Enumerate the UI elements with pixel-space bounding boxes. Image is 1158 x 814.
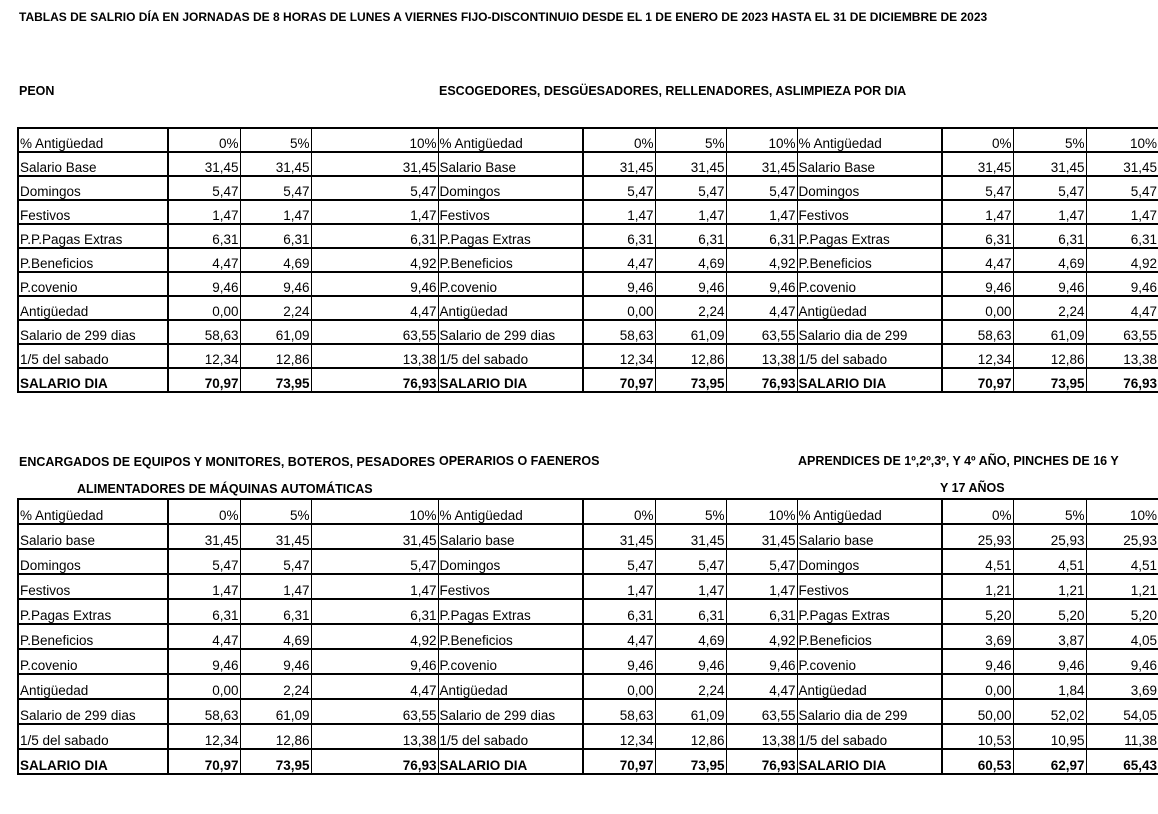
table-row (18, 320, 1158, 344)
value-cell: 4,51 (942, 549, 1013, 574)
value-cell: 13,38 (1086, 344, 1158, 368)
value-cell: 12,34 (583, 724, 655, 749)
table-row (18, 699, 1158, 724)
table-row (18, 152, 1158, 176)
row-label-cell: P.Beneficios (438, 624, 583, 649)
value-cell: 4,47 (1086, 296, 1158, 320)
value-cell: 12,34 (168, 344, 240, 368)
value-cell: 31,45 (1013, 152, 1086, 176)
value-cell: 2,24 (240, 296, 311, 320)
value-cell: 31,45 (583, 152, 655, 176)
value-cell: 0,00 (583, 296, 655, 320)
row-label-cell: Antigüedad (438, 296, 583, 320)
value-cell: 58,63 (583, 320, 655, 344)
value-cell: 0,00 (583, 674, 655, 699)
value-cell: 6,31 (168, 224, 240, 248)
value-cell: 9,46 (1086, 649, 1158, 674)
value-cell: 0% (583, 499, 655, 524)
value-cell: 5% (240, 128, 311, 152)
value-cell: 5,47 (583, 176, 655, 200)
row-label-cell: P.Beneficios (18, 248, 168, 272)
value-cell: 1,47 (942, 200, 1013, 224)
value-cell: 10% (726, 499, 797, 524)
value-cell: 9,46 (240, 272, 311, 296)
row-label-cell: Domingos (438, 549, 583, 574)
value-cell: 10% (311, 499, 438, 524)
row-label-cell: 1/5 del sabado (438, 724, 583, 749)
row-label-cell: % Antigüedad (438, 499, 583, 524)
row-label-cell: Salario dia de 299 (797, 320, 942, 344)
value-cell: 31,45 (726, 152, 797, 176)
value-cell: 3,87 (1013, 624, 1086, 649)
value-cell: 5,47 (168, 549, 240, 574)
value-cell: 0,00 (168, 296, 240, 320)
value-cell: 1,47 (311, 200, 438, 224)
value-cell: 4,05 (1086, 624, 1158, 649)
row-label-cell: Antigüedad (797, 674, 942, 699)
value-cell: 63,55 (726, 320, 797, 344)
value-cell: 2,24 (655, 674, 726, 699)
value-cell: 1,47 (583, 574, 655, 599)
value-cell: 5% (1013, 499, 1086, 524)
value-cell: 10% (311, 128, 438, 152)
value-cell: 5,47 (1013, 176, 1086, 200)
value-cell: 31,45 (240, 524, 311, 549)
top-salary-table (17, 127, 1158, 393)
value-cell: 5,47 (240, 176, 311, 200)
table-row (18, 599, 1158, 624)
value-cell: 31,45 (311, 152, 438, 176)
table-row (18, 749, 1158, 774)
value-cell: 1,47 (168, 574, 240, 599)
value-cell: 31,45 (1086, 152, 1158, 176)
value-cell: 1,47 (726, 200, 797, 224)
value-cell: 9,46 (240, 649, 311, 674)
table-row (18, 128, 1158, 152)
value-cell: 61,09 (655, 699, 726, 724)
value-cell: 0% (583, 128, 655, 152)
value-cell: 76,93 (726, 368, 797, 392)
value-cell: 70,97 (583, 749, 655, 774)
value-cell: 65,43 (1086, 749, 1158, 774)
value-cell: 60,53 (942, 749, 1013, 774)
value-cell: 70,97 (168, 749, 240, 774)
value-cell: 5,47 (726, 176, 797, 200)
value-cell: 9,46 (583, 649, 655, 674)
heading-escogedores: ESCOGEDORES, DESGÜESADORES, RELLENADORES, ASLIMPIEZA POR DIA (439, 84, 907, 98)
value-cell: 9,46 (655, 649, 726, 674)
value-cell: 4,92 (311, 624, 438, 649)
value-cell: 6,31 (1086, 224, 1158, 248)
value-cell: 4,69 (655, 248, 726, 272)
value-cell: 76,93 (1086, 368, 1158, 392)
value-cell: 10,95 (1013, 724, 1086, 749)
table-row (18, 248, 1158, 272)
value-cell: 4,92 (311, 248, 438, 272)
row-label-cell: Antigüedad (18, 296, 168, 320)
value-cell: 13,38 (311, 724, 438, 749)
value-cell: 10% (1129, 136, 1157, 151)
value-cell: 73,95 (240, 749, 311, 774)
row-label-cell: 1/5 del sabado (797, 344, 942, 368)
value-cell: 9,46 (726, 272, 797, 296)
value-cell: 4,92 (726, 624, 797, 649)
value-cell: 6,31 (583, 599, 655, 624)
row-label-cell: Salario de 299 dias (18, 320, 168, 344)
row-label-cell: Salario base (438, 524, 583, 549)
row-label-cell: % Antigüedad (797, 499, 942, 524)
value-cell: 6,31 (311, 224, 438, 248)
value-cell: 0% (168, 128, 240, 152)
table-row (18, 176, 1158, 200)
table-row (18, 649, 1158, 674)
value-cell: 5,47 (240, 549, 311, 574)
row-label-cell: Festivos (797, 200, 942, 224)
value-cell: 73,95 (240, 368, 311, 392)
value-cell: 4,47 (311, 674, 438, 699)
value-cell: 10% (726, 128, 797, 152)
value-cell: 5,20 (942, 599, 1013, 624)
row-label-cell: P.Pagas Extras (438, 224, 583, 248)
value-cell: 58,63 (168, 699, 240, 724)
value-cell: 63,55 (1086, 320, 1158, 344)
value-cell: 1,21 (1086, 574, 1158, 599)
value-cell: 9,46 (311, 272, 438, 296)
value-cell: 1,47 (240, 574, 311, 599)
row-label-cell: Antigüedad (797, 296, 942, 320)
row-label-cell: SALARIO DIA (438, 749, 583, 774)
value-cell: 61,09 (240, 699, 311, 724)
row-label-cell: Festivos (18, 200, 168, 224)
row-label-cell: % Antigüedad (18, 499, 168, 524)
row-label-cell: Domingos (797, 549, 942, 574)
value-cell: 0,00 (942, 296, 1013, 320)
value-cell: 31,45 (168, 152, 240, 176)
value-cell: 12,86 (1013, 344, 1086, 368)
value-cell: 9,46 (942, 649, 1013, 674)
value-cell: 1,21 (1013, 574, 1086, 599)
row-label-cell: Salario de 299 dias (438, 320, 583, 344)
row-label-cell: SALARIO DIA (438, 368, 583, 392)
value-cell: 1,21 (942, 574, 1013, 599)
value-cell: 1,47 (1013, 200, 1086, 224)
value-cell: 70,97 (942, 368, 1013, 392)
value-cell: 12,86 (240, 344, 311, 368)
value-cell: 9,46 (726, 649, 797, 674)
row-label-cell: % Antigüedad (797, 128, 942, 152)
heading-peon: PEON (19, 84, 55, 98)
value-cell: 0,00 (942, 674, 1013, 699)
value-cell: 31,45 (655, 524, 726, 549)
value-cell: 6,31 (168, 599, 240, 624)
value-cell: 4,47 (726, 674, 797, 699)
value-cell: 61,09 (1013, 320, 1086, 344)
value-cell: 12,86 (655, 724, 726, 749)
value-cell: 1,47 (240, 200, 311, 224)
value-cell: 31,45 (583, 524, 655, 549)
row-label-cell: Salario Base (18, 152, 168, 176)
value-cell: 1,47 (1086, 200, 1158, 224)
value-cell: 6,31 (942, 224, 1013, 248)
row-label-cell: Salario dia de 299 (797, 699, 942, 724)
row-label-cell: Domingos (18, 549, 168, 574)
value-cell: 31,45 (942, 152, 1013, 176)
value-cell: 63,55 (726, 699, 797, 724)
table-row (18, 524, 1158, 549)
value-cell: 4,92 (1086, 248, 1158, 272)
value-cell: 5,20 (1086, 599, 1158, 624)
row-label-cell: SALARIO DIA (18, 749, 168, 774)
value-cell: 12,34 (583, 344, 655, 368)
row-label-cell: % Antigüedad (18, 128, 168, 152)
heading-encargados: ENCARGADOS DE EQUIPOS Y MONITORES, BOTEROS, PESADORES (19, 455, 436, 469)
value-cell: 4,47 (311, 296, 438, 320)
value-cell: 9,46 (311, 649, 438, 674)
value-cell: 1,47 (168, 200, 240, 224)
value-cell: 4,69 (655, 624, 726, 649)
value-cell: 6,31 (240, 224, 311, 248)
table-row (18, 549, 1158, 574)
row-label-cell: 1/5 del sabado (797, 724, 942, 749)
row-label-cell: Antigüedad (18, 674, 168, 699)
value-cell: 58,63 (583, 699, 655, 724)
value-cell: 0,00 (168, 674, 240, 699)
row-label-cell: Domingos (797, 176, 942, 200)
value-cell: 6,31 (655, 599, 726, 624)
value-cell: 9,46 (655, 272, 726, 296)
value-cell: 6,31 (311, 599, 438, 624)
table-row (18, 296, 1158, 320)
value-cell: 63,55 (311, 320, 438, 344)
value-cell: 4,69 (240, 624, 311, 649)
table-row (18, 272, 1158, 296)
row-label-cell: % Antigüedad (438, 128, 583, 152)
value-cell: 5% (1013, 128, 1086, 152)
value-cell: 76,93 (726, 749, 797, 774)
row-label-cell: P.Pagas Extras (438, 599, 583, 624)
row-label-cell: SALARIO DIA (797, 749, 942, 774)
value-cell: 0% (942, 128, 1013, 152)
value-cell: 1,47 (311, 574, 438, 599)
row-label-cell: SALARIO DIA (18, 368, 168, 392)
value-cell: 1,47 (655, 574, 726, 599)
row-label-cell: P.Beneficios (797, 248, 942, 272)
value-cell: 31,45 (240, 152, 311, 176)
value-cell: 50,00 (942, 699, 1013, 724)
value-cell: 9,46 (1013, 649, 1086, 674)
row-label-cell: Domingos (438, 176, 583, 200)
value-cell: 5% (655, 499, 726, 524)
value-cell: 76,93 (311, 368, 438, 392)
row-label-cell: SALARIO DIA (797, 368, 942, 392)
value-cell: 9,46 (583, 272, 655, 296)
value-cell: 2,24 (1013, 296, 1086, 320)
value-cell: 61,09 (655, 320, 726, 344)
value-cell: 58,63 (942, 320, 1013, 344)
value-cell: 1,47 (583, 200, 655, 224)
bottom-salary-table (17, 498, 1158, 775)
value-cell: 0% (168, 499, 240, 524)
value-cell: 3,69 (1086, 674, 1158, 699)
value-cell: 6,31 (583, 224, 655, 248)
row-label-cell: P.covenio (18, 649, 168, 674)
value-cell: 13,38 (726, 724, 797, 749)
value-cell: 6,31 (726, 224, 797, 248)
value-cell: 54,05 (1086, 699, 1158, 724)
value-cell: 12,86 (655, 344, 726, 368)
value-cell: 5,47 (583, 549, 655, 574)
value-cell: 11,38 (1086, 724, 1158, 749)
row-label-cell: P.covenio (438, 649, 583, 674)
row-label-cell: P.covenio (18, 272, 168, 296)
row-label-cell: Salario de 299 dias (18, 699, 168, 724)
table-row (18, 200, 1158, 224)
value-cell: 4,69 (240, 248, 311, 272)
table-row (18, 344, 1158, 368)
row-label-cell: Domingos (18, 176, 168, 200)
value-cell: 5,47 (1086, 176, 1158, 200)
value-cell: 61,09 (240, 320, 311, 344)
value-cell: 4,47 (942, 248, 1013, 272)
value-cell: 4,47 (583, 248, 655, 272)
row-label-cell: Salario de 299 dias (438, 699, 583, 724)
value-cell: 5,20 (1013, 599, 1086, 624)
value-cell: 10,53 (942, 724, 1013, 749)
heading-alimentadores: ALIMENTADORES DE MÁQUINAS AUTOMÁTICAS (77, 482, 373, 496)
value-cell: 5,47 (655, 549, 726, 574)
value-cell: 5% (655, 128, 726, 152)
row-label-cell: Festivos (18, 574, 168, 599)
page-title: TABLAS DE SALRIO DÍA EN JORNADAS DE 8 HORAS DE LUNES A VIERNES FIJO-DISCONTINUIO DESDE EL 1 DE ENERO DE 2023 HASTA EL 31 DE DICIEMBRE DE 2023 (19, 10, 988, 24)
value-cell: 76,93 (311, 749, 438, 774)
row-label-cell: P.covenio (438, 272, 583, 296)
value-cell: 4,47 (583, 624, 655, 649)
value-cell: 58,63 (168, 320, 240, 344)
value-cell: 73,95 (1013, 368, 1086, 392)
row-label-cell: Salario Base (797, 152, 942, 176)
value-cell: 73,95 (655, 749, 726, 774)
value-cell: 31,45 (311, 524, 438, 549)
value-cell: 63,55 (311, 699, 438, 724)
value-cell: 2,24 (240, 674, 311, 699)
value-cell: 9,46 (1086, 272, 1158, 296)
row-label-cell: Salario base (797, 524, 942, 549)
row-label-cell: Antigüedad (438, 674, 583, 699)
value-cell: 5,47 (726, 549, 797, 574)
value-cell: 4,51 (1013, 549, 1086, 574)
value-cell: 9,46 (942, 272, 1013, 296)
value-cell: 52,02 (1013, 699, 1086, 724)
value-cell: 12,86 (240, 724, 311, 749)
value-cell: 1,84 (1013, 674, 1086, 699)
value-cell: 9,46 (168, 649, 240, 674)
row-label-cell: Festivos (797, 574, 942, 599)
value-cell: 5,47 (942, 176, 1013, 200)
row-label-cell: P.Pagas Extras (797, 224, 942, 248)
value-cell: 3,69 (942, 624, 1013, 649)
value-cell: 4,47 (168, 248, 240, 272)
row-label-cell: 1/5 del sabado (18, 724, 168, 749)
value-cell: 13,38 (311, 344, 438, 368)
row-label-cell: Salario Base (438, 152, 583, 176)
value-cell: 12,34 (168, 724, 240, 749)
value-cell: 13,38 (726, 344, 797, 368)
value-cell: 4,47 (168, 624, 240, 649)
value-cell: 25,93 (942, 524, 1013, 549)
value-cell: 5,47 (168, 176, 240, 200)
value-cell: 6,31 (655, 224, 726, 248)
value-cell: 31,45 (168, 524, 240, 549)
value-cell: 5% (240, 499, 311, 524)
row-label-cell: Festivos (438, 200, 583, 224)
row-label-cell: P.Beneficios (797, 624, 942, 649)
value-cell: 5,47 (655, 176, 726, 200)
table-row (18, 368, 1158, 392)
value-cell: 6,31 (240, 599, 311, 624)
row-label-cell: Salario base (18, 524, 168, 549)
value-cell: 4,51 (1086, 549, 1158, 574)
row-label-cell: Festivos (438, 574, 583, 599)
value-cell: 4,47 (726, 296, 797, 320)
value-cell: 1,47 (726, 574, 797, 599)
row-label-cell: P.Pagas Extras (797, 599, 942, 624)
row-label-cell: P.P.Pagas Extras (18, 224, 168, 248)
value-cell: 9,46 (1013, 272, 1086, 296)
table-row (18, 624, 1158, 649)
row-label-cell: P.covenio (797, 649, 942, 674)
value-cell: 31,45 (726, 524, 797, 549)
value-cell: 62,97 (1013, 749, 1086, 774)
value-cell: 70,97 (583, 368, 655, 392)
value-cell: 6,31 (1013, 224, 1086, 248)
row-label-cell: 1/5 del sabado (438, 344, 583, 368)
row-label-cell: P.Beneficios (438, 248, 583, 272)
value-cell: 4,92 (726, 248, 797, 272)
value-cell: 0% (942, 499, 1013, 524)
table-row (18, 499, 1158, 524)
value-cell: 9,46 (168, 272, 240, 296)
value-cell: 73,95 (655, 368, 726, 392)
table-row (18, 574, 1158, 599)
value-cell: 10% (1129, 508, 1157, 523)
heading-aprendices-2: Y 17 AÑOS (940, 481, 1005, 495)
table-row (18, 224, 1158, 248)
value-cell: 4,69 (1013, 248, 1086, 272)
value-cell: 5,47 (311, 176, 438, 200)
value-cell: 12,34 (942, 344, 1013, 368)
value-cell: 5,47 (311, 549, 438, 574)
row-label-cell: 1/5 del sabado (18, 344, 168, 368)
heading-aprendices: APRENDICES DE 1º,2º,3º, Y 4º AÑO, PINCHES DE 16 Y (798, 454, 1119, 468)
row-label-cell: P.Pagas Extras (18, 599, 168, 624)
value-cell: 25,93 (1013, 524, 1086, 549)
value-cell: 70,97 (168, 368, 240, 392)
table-row (18, 674, 1158, 699)
row-label-cell: P.Beneficios (18, 624, 168, 649)
value-cell: 31,45 (655, 152, 726, 176)
heading-operarios: OPERARIOS O FAENEROS (439, 454, 600, 468)
value-cell: 1,47 (655, 200, 726, 224)
value-cell: 25,93 (1086, 524, 1158, 549)
value-cell: 6,31 (726, 599, 797, 624)
row-label-cell: P.covenio (797, 272, 942, 296)
value-cell: 2,24 (655, 296, 726, 320)
table-row (18, 724, 1158, 749)
